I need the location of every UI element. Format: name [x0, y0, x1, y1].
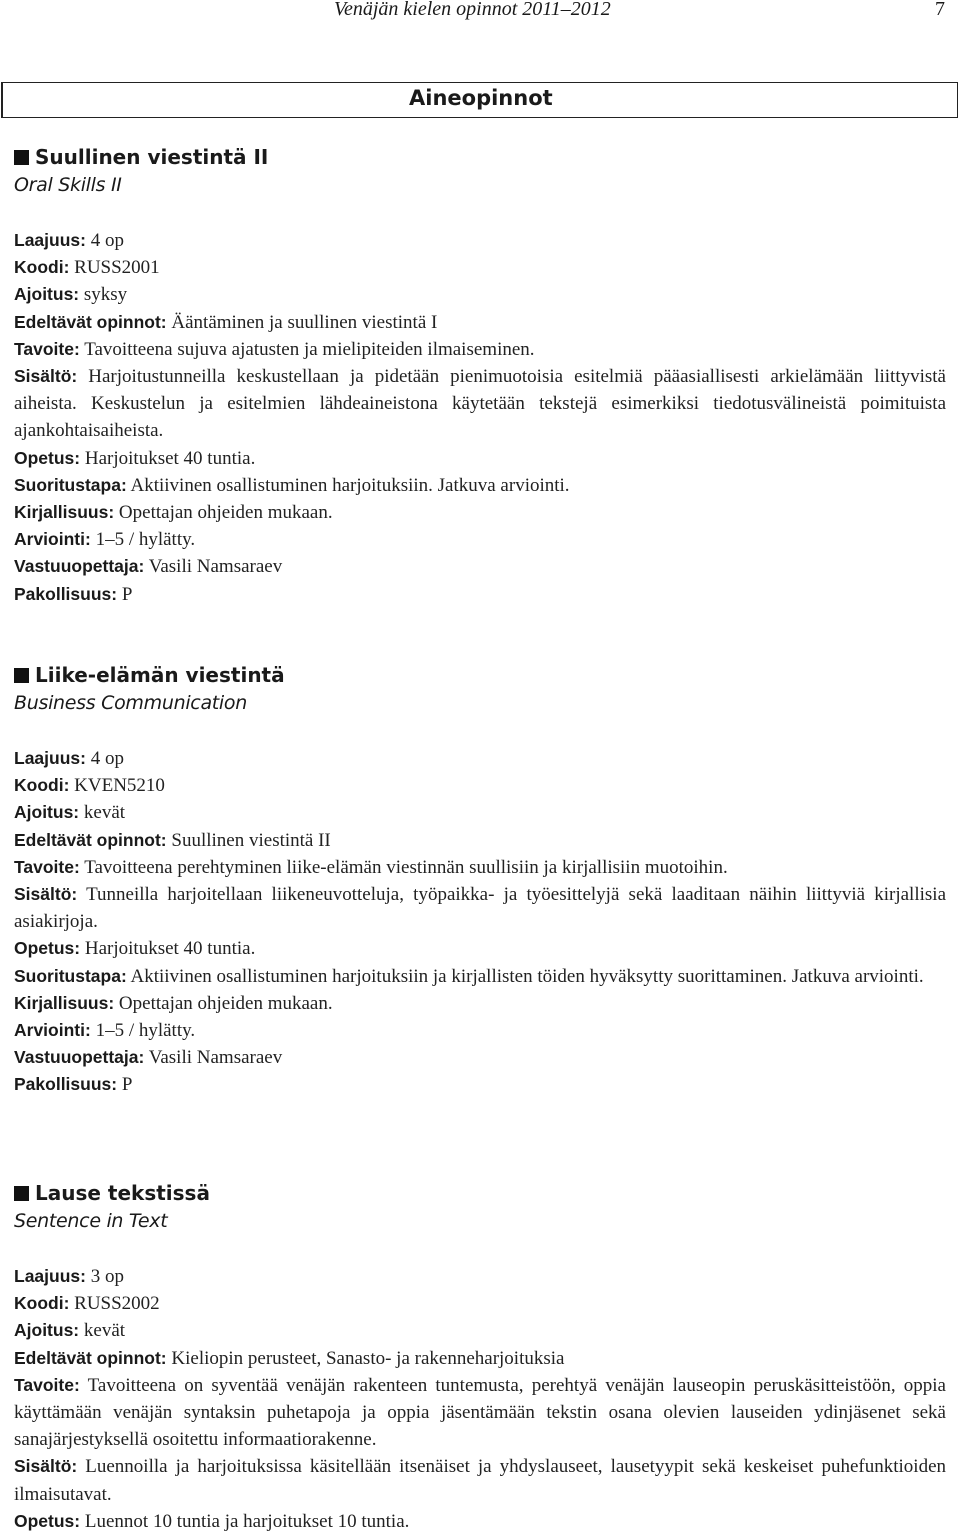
field-value: 1–5 / hylätty. — [95, 529, 196, 551]
page-number: 7 — [935, 0, 945, 20]
field-label: Laajuus: — [14, 748, 86, 768]
field-edeltavat — [14, 1345, 946, 1372]
field-label: Vastuuopettaja: — [14, 556, 145, 577]
field-label: Kirjallisuus: — [14, 992, 115, 1013]
course-details — [14, 227, 946, 608]
field-value: RUSS2001 — [74, 257, 160, 279]
field-label: Arviointi: — [14, 529, 91, 550]
course-subtitle: Sentence in Text — [14, 1210, 168, 1232]
field-arviointi — [14, 526, 946, 553]
field-label: Edeltävät opinnot: — [14, 311, 167, 332]
field-label: Koodi: — [14, 1293, 70, 1314]
field-label: Sisältö: — [14, 1456, 78, 1477]
field-value: Harjoitukset 40 tuntia. — [84, 938, 256, 960]
field-koodi — [14, 254, 946, 281]
field-value: Vasili Namsaraev — [148, 1047, 283, 1069]
field-label: Vastuuopettaja: — [14, 1047, 145, 1068]
field-label: Tavoite: — [14, 338, 80, 359]
running-header — [0, 0, 960, 30]
field-value: 4 op — [90, 230, 124, 251]
field-value: 1–5 / hylätty. — [95, 1020, 196, 1042]
field-value: Opettajan ohjeiden mukaan. — [118, 992, 333, 1014]
field-value: Tavoitteena perehtyminen liike-elämän viestinnän suullisiin ja kirjallisiin muotoihin. — [84, 856, 728, 878]
field-label: Suoritustapa: — [14, 474, 127, 495]
field-sisalto — [14, 1453, 946, 1507]
course-block — [14, 1179, 946, 1535]
course-subtitle: Oral Skills II — [14, 174, 122, 196]
field-value: Ääntäminen ja suullinen viestintä I — [171, 311, 438, 333]
field-value: Aktiivinen osallistuminen harjoituksiin ja kirjallisten töiden hyväksytty suorittaminen. Jatkuva arviointi. — [130, 965, 924, 987]
field-value: RUSS2002 — [74, 1293, 160, 1315]
field-label: Edeltävät opinnot: — [14, 829, 167, 850]
field-label: Pakollisuus: — [14, 583, 118, 604]
field-label: Edeltävät opinnot: — [14, 1347, 167, 1368]
field-label: Koodi: — [14, 257, 70, 278]
field-edeltavat — [14, 827, 946, 854]
field-value: Opettajan ohjeiden mukaan. — [118, 502, 333, 524]
field-label: Tavoite: — [14, 1374, 80, 1395]
field-value: KVEN5210 — [74, 775, 165, 797]
course-title-text: Suullinen viestintä II — [35, 145, 269, 169]
field-koodi — [14, 1290, 946, 1317]
field-label: Kirjallisuus: — [14, 502, 115, 523]
field-laajuus — [14, 227, 946, 254]
field-value: Vasili Namsaraev — [148, 556, 283, 578]
field-value: P — [121, 583, 133, 605]
field-value: 4 op — [90, 748, 124, 769]
course-details — [14, 745, 946, 1099]
field-vastuuopettaja — [14, 553, 946, 580]
field-label: Sisältö: — [14, 366, 78, 387]
field-value: Kieliopin perusteet, Sanasto- ja rakenneharjoituksia — [171, 1347, 565, 1369]
field-value: Suullinen viestintä II — [171, 829, 331, 851]
field-koodi — [14, 772, 946, 799]
field-value: Luennot 10 tuntia ja harjoitukset 10 tuntia. — [84, 1510, 410, 1532]
field-ajoitus — [14, 281, 946, 308]
field-vastuuopettaja — [14, 1044, 946, 1071]
field-value: Tavoitteena on syventää venäjän rakenteen tuntemusta, perehtyä venäjän lauseopin peruskäsitteistöön, oppia käyttämään venäjän syntaksin puhetapoja ja oppia jäsentämään tekstin osana olevien lauseiden ydinjäsenet sekä sanajärjestyksellä osoitettu informaatiorakenne. — [14, 1374, 946, 1451]
course-details — [14, 1263, 946, 1535]
field-value: Tunneilla harjoitellaan liikeneuvotteluja, työpaikka- ja työesittelyjä sekä laaditaan näihin liittyviä kirjallisia asiakirjoja. — [14, 884, 946, 933]
field-label: Laajuus: — [14, 230, 86, 250]
field-label: Pakollisuus: — [14, 1074, 118, 1095]
bullet-square-icon — [14, 1186, 29, 1201]
field-edeltavat — [14, 309, 946, 336]
document-title: Venäjän kielen opinnot 2011–2012 — [334, 0, 611, 20]
field-label: Ajoitus: — [14, 802, 80, 823]
field-laajuus — [14, 745, 946, 772]
field-pakollisuus — [14, 1071, 946, 1098]
field-sisalto — [14, 363, 946, 445]
field-value: 3 op — [90, 1266, 124, 1287]
field-label: Ajoitus: — [14, 284, 80, 305]
field-arviointi — [14, 1017, 946, 1044]
field-label: Arviointi: — [14, 1020, 91, 1041]
field-ajoitus — [14, 799, 946, 826]
field-value: kevät — [83, 802, 126, 824]
field-laajuus — [14, 1263, 946, 1290]
bullet-square-icon — [14, 150, 29, 165]
field-opetus — [14, 935, 946, 962]
field-value: kevät — [83, 1320, 126, 1342]
field-label: Opetus: — [14, 447, 81, 468]
field-kirjallisuus — [14, 499, 946, 526]
course-title — [14, 661, 946, 689]
field-label: Opetus: — [14, 1510, 81, 1531]
field-pakollisuus — [14, 581, 946, 608]
field-opetus — [14, 445, 946, 472]
field-value: syksy — [83, 284, 128, 306]
field-label: Laajuus: — [14, 1266, 86, 1286]
course-subtitle: Business Communication — [14, 692, 247, 714]
field-suoritustapa — [14, 963, 946, 990]
field-sisalto — [14, 881, 946, 935]
section-heading-box — [1, 82, 958, 118]
course-block — [14, 143, 946, 608]
field-label: Opetus: — [14, 938, 81, 959]
field-label: Koodi: — [14, 775, 70, 796]
course-title — [14, 143, 946, 171]
field-label: Suoritustapa: — [14, 965, 127, 986]
course-title-text: Liike-elämän viestintä — [35, 663, 285, 687]
field-label: Tavoite: — [14, 856, 80, 877]
field-label: Sisältö: — [14, 884, 78, 905]
field-tavoite — [14, 336, 946, 363]
field-ajoitus — [14, 1317, 946, 1344]
field-value: Aktiivinen osallistuminen harjoituksiin. Jatkuva arviointi. — [130, 474, 570, 496]
section-heading: Aineopinnot — [409, 86, 553, 110]
bullet-square-icon — [14, 668, 29, 683]
field-tavoite — [14, 854, 946, 881]
field-value: Luennoilla ja harjoituksissa käsitellään itsenäiset ja yhdyslauseet, lausetyypit sekä keskeiset puhefunktioiden ilmaisutavat. — [14, 1456, 947, 1505]
field-label: Ajoitus: — [14, 1320, 80, 1341]
field-value: Harjoitukset 40 tuntia. — [84, 447, 256, 469]
course-title-text: Lause tekstissä — [35, 1181, 210, 1205]
course-title — [14, 1179, 946, 1207]
field-suoritustapa — [14, 472, 946, 499]
course-block — [14, 661, 946, 1099]
field-opetus — [14, 1508, 946, 1535]
field-kirjallisuus — [14, 990, 946, 1017]
field-value: Tavoitteena sujuva ajatusten ja mielipiteiden ilmaiseminen. — [84, 338, 535, 360]
field-tavoite — [14, 1372, 946, 1454]
field-value: P — [121, 1074, 133, 1096]
field-value: Harjoitustunneilla keskustellaan ja pidetään pienimuotoisia esitelmiä pääasiallisesti arkielämään liittyvistä aiheista. Keskustelun ja esitelmien lähdeaineistona käytetään tekstejä esimerkiksi tiedotusvälineistä poimituista ajankohtaisaiheista. — [14, 366, 946, 442]
